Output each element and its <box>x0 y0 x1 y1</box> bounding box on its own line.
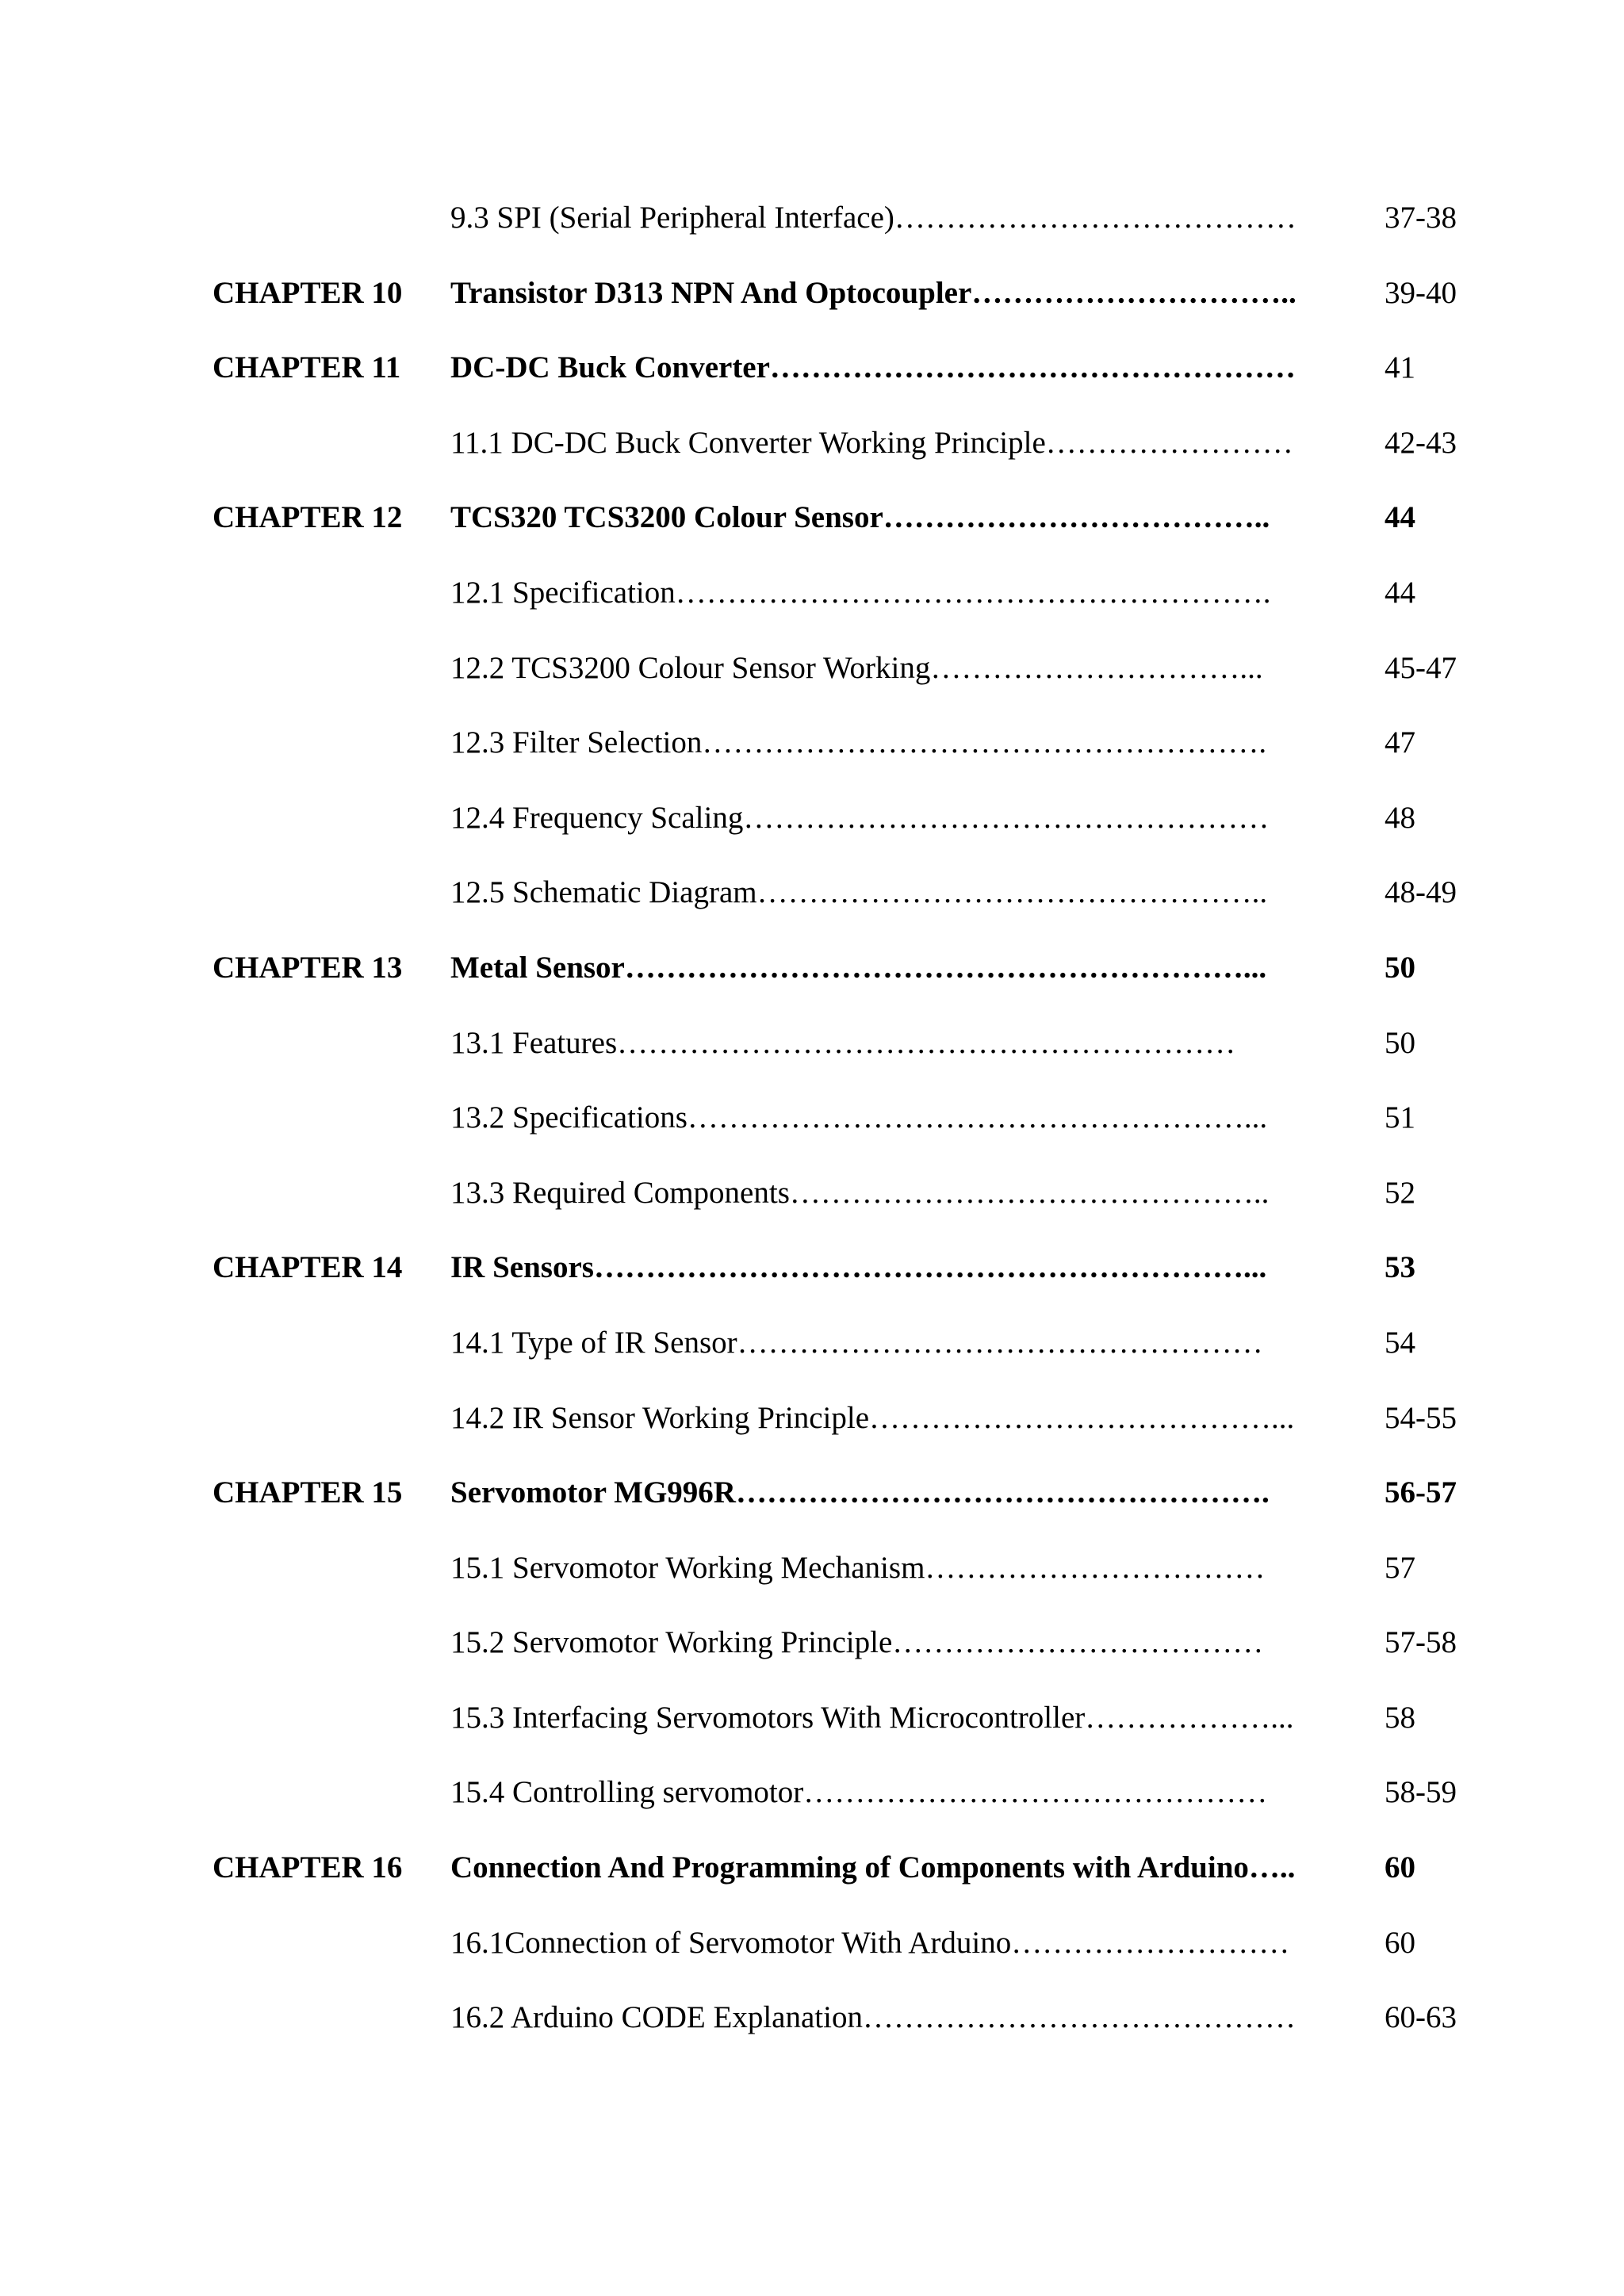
toc-page-number: 37-38 <box>1385 201 1457 235</box>
toc-entry-title: 15.1 Servomotor Working Mechanism…………………………… <box>450 1550 1266 1585</box>
toc-entry-title: 14.2 IR Sensor Working Principle…………………………………... <box>450 1400 1295 1435</box>
toc-chapter-row <box>0 348 1624 423</box>
chapter-label: CHAPTER 10 <box>213 275 403 310</box>
chapter-label: CHAPTER 13 <box>213 950 403 985</box>
chapter-label: CHAPTER 16 <box>213 1850 403 1885</box>
toc-section-row <box>0 1923 1624 1999</box>
toc-chapter-row <box>0 274 1624 349</box>
toc-page-number: 51 <box>1385 1100 1415 1135</box>
toc-entry-title: 16.2 Arduino CODE Explanation…………………………………… <box>450 2000 1296 2035</box>
toc-page-number: 47 <box>1385 725 1415 760</box>
toc-entry-title: IR Sensors………………………………………………………... <box>450 1250 1267 1285</box>
toc-entry-title: 16.1Connection of Servomotor With Arduino……………………… <box>450 1925 1290 1960</box>
toc-section-row <box>0 1698 1624 1774</box>
toc-page-number: 44 <box>1385 575 1415 610</box>
toc-page-number: 56-57 <box>1385 1475 1457 1510</box>
toc-entry-title: TCS320 TCS3200 Colour Sensor……………………………….. <box>450 500 1270 535</box>
chapter-label: CHAPTER 15 <box>213 1475 403 1510</box>
toc-section-row <box>0 1024 1624 1099</box>
toc-page-number: 57-58 <box>1385 1625 1457 1660</box>
toc-entry-title: Connection And Programming of Components with Arduino….. <box>450 1850 1296 1885</box>
chapter-label: CHAPTER 14 <box>213 1250 403 1285</box>
table-of-contents <box>0 198 1624 2073</box>
toc-entry-title: 12.5 Schematic Diagram………………………………………….. <box>450 875 1268 910</box>
toc-section-row <box>0 1548 1624 1624</box>
toc-section-row <box>0 1623 1624 1698</box>
toc-page-number: 60 <box>1385 1925 1415 1960</box>
toc-entry-title: 15.4 Controlling servomotor……………………………………… <box>450 1775 1268 1810</box>
toc-entry-title: 11.1 DC-DC Buck Converter Working Principle…………………… <box>450 425 1293 460</box>
toc-entry-title: 13.3 Required Components……………………………………….. <box>450 1175 1270 1210</box>
toc-chapter-row <box>0 1248 1624 1323</box>
toc-section-row <box>0 723 1624 798</box>
toc-entry-title: Transistor D313 NPN And Optocoupler………………………….. <box>450 275 1297 310</box>
chapter-label: CHAPTER 11 <box>213 350 401 385</box>
toc-chapter-row <box>0 1848 1624 1923</box>
toc-section-row <box>0 1098 1624 1173</box>
toc-chapter-row <box>0 948 1624 1024</box>
toc-page-number: 42-43 <box>1385 425 1457 460</box>
toc-entry-title: 15.2 Servomotor Working Principle……………………………… <box>450 1625 1264 1660</box>
toc-page-number: 58-59 <box>1385 1775 1457 1810</box>
toc-page-number: 54 <box>1385 1325 1415 1360</box>
toc-page-number: 50 <box>1385 1025 1415 1060</box>
toc-entry-title: 9.3 SPI (Serial Peripheral Interface)………………………………… <box>450 201 1297 235</box>
toc-entry-title: 12.4 Frequency Scaling…………………………………………… <box>450 800 1270 835</box>
toc-page-number: 45-47 <box>1385 650 1457 685</box>
toc-section-row <box>0 1773 1624 1848</box>
toc-section-row <box>0 1173 1624 1249</box>
toc-page-number: 60-63 <box>1385 2000 1457 2035</box>
toc-page-number: 44 <box>1385 500 1415 535</box>
toc-page-number: 50 <box>1385 950 1415 985</box>
toc-chapter-row <box>0 498 1624 573</box>
toc-section-row <box>0 873 1624 948</box>
toc-section-row <box>0 798 1624 874</box>
toc-page-number: 58 <box>1385 1700 1415 1735</box>
toc-section-row <box>0 573 1624 649</box>
toc-page-number: 54-55 <box>1385 1400 1457 1435</box>
toc-entry-title: 14.1 Type of IR Sensor…………………………………………… <box>450 1325 1263 1360</box>
toc-entry-title: 12.1 Specification…………………………………………………. <box>450 575 1271 610</box>
toc-section-row <box>0 423 1624 499</box>
toc-entry-title: 12.3 Filter Selection………………………………………………. <box>450 725 1267 760</box>
toc-section-row <box>0 1399 1624 1474</box>
toc-section-row <box>0 198 1624 274</box>
toc-section-row <box>0 1323 1624 1399</box>
toc-page-number: 41 <box>1385 350 1415 385</box>
toc-page-number: 48-49 <box>1385 875 1457 910</box>
toc-chapter-row <box>0 1473 1624 1548</box>
toc-section-row <box>0 1998 1624 2073</box>
toc-entry-title: Metal Sensor……………………………………………………... <box>450 950 1267 985</box>
toc-entry-title: 13.2 Specifications………………………………………………... <box>450 1100 1268 1135</box>
toc-page-number: 57 <box>1385 1550 1415 1585</box>
toc-section-row <box>0 649 1624 724</box>
chapter-label: CHAPTER 12 <box>213 500 403 535</box>
toc-page-number: 39-40 <box>1385 275 1457 310</box>
toc-page-number: 52 <box>1385 1175 1415 1210</box>
toc-entry-title: 13.1 Features…………………………………………………… <box>450 1025 1236 1060</box>
toc-page-number: 53 <box>1385 1250 1415 1285</box>
toc-entry-title: 15.3 Interfacing Servomotors With Microcontroller………………... <box>450 1700 1294 1735</box>
toc-entry-title: 12.2 TCS3200 Colour Sensor Working…………………………... <box>450 650 1263 685</box>
toc-page-number: 48 <box>1385 800 1415 835</box>
toc-entry-title: DC-DC Buck Converter…………………………………………… <box>450 350 1296 385</box>
toc-entry-title: Servomotor MG996R……………………………………………. <box>450 1475 1270 1510</box>
toc-page-number: 60 <box>1385 1850 1415 1885</box>
